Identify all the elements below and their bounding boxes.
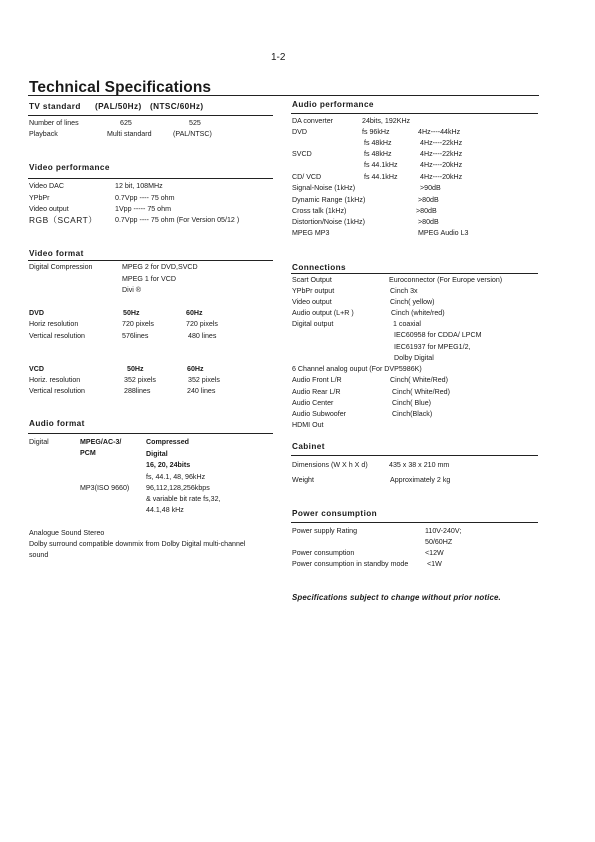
spec-value: Cinch 3x [390, 287, 418, 295]
spec-value: MPEG 1 for VCD [122, 275, 177, 283]
spec-value: Cinch (white/red) [391, 309, 445, 317]
spec-label: CD/ VCD [292, 173, 322, 181]
spec-label: Analogue Sound Stereo [29, 529, 105, 537]
section-rule [291, 113, 538, 114]
section-rule [28, 115, 273, 116]
spec-value: fs 44.1kHz [364, 161, 398, 169]
spec-label: Scart Output [292, 276, 332, 284]
spec-label: Playback [29, 130, 58, 138]
section-rule [291, 455, 538, 456]
spec-value: Cinch( White/Red) [392, 388, 450, 396]
spec-label: SVCD [292, 150, 312, 158]
spec-value: 96,112,128,256kbps [146, 484, 210, 492]
spec-label: MPEG MP3 [292, 229, 330, 237]
spec-value: <1W [427, 560, 442, 568]
power-heading: Power consumption [292, 509, 378, 518]
cabinet-heading: Cabinet [292, 442, 325, 451]
spec-value: 720 pixels [186, 320, 218, 328]
spec-value: fs 44.1kHz [364, 173, 398, 181]
spec-label: Video output [292, 298, 332, 306]
spec-label: YPbPr output [292, 287, 335, 295]
spec-value: Cinch(Black) [392, 410, 433, 418]
spec-value: IEC61937 for MPEG1/2, [394, 343, 471, 351]
spec-value: MPEG Audio L3 [418, 229, 469, 237]
vcd-col-50hz: 50Hz [127, 365, 144, 373]
spec-value: 44.1,48 kHz [146, 506, 184, 514]
spec-value: 720 pixels [122, 320, 154, 328]
spec-value: 625 [120, 119, 132, 127]
spec-label: Video DAC [29, 182, 64, 190]
spec-value: >80dB [418, 218, 439, 226]
section-rule [291, 273, 538, 274]
spec-label: Digital output [292, 320, 334, 328]
spec-value: 240 lines [187, 387, 216, 395]
spec-value: Cinch( yellow) [390, 298, 435, 306]
spec-label: Audio output (L+R ) [292, 309, 354, 317]
spec-label: Distortion/Noise (1kHz) [292, 218, 365, 226]
title-rule [28, 95, 539, 96]
vcd-label: VCD [29, 365, 44, 373]
video-format-heading: Video format [29, 249, 84, 258]
spec-value: 110V-240V; [425, 527, 462, 535]
spec-value: Approximately 2 kg [390, 476, 451, 484]
spec-label: Number of lines [29, 119, 79, 127]
spec-value: 4Hz----22kHz [420, 139, 463, 147]
spec-value: 24bits, 192KHz [362, 117, 411, 125]
spec-label: Digital [29, 438, 49, 446]
dvd-col-60hz: 60Hz [186, 309, 203, 317]
section-rule [28, 260, 273, 261]
dvd-col-50hz: 50Hz [123, 309, 140, 317]
spec-label: Vertical resolution [29, 387, 85, 395]
audio-performance-heading: Audio performance [292, 100, 374, 109]
tv-standard-heading-ntsc: (NTSC/60Hz) [150, 102, 204, 111]
spec-value: 576lines [122, 332, 149, 340]
spec-label: Horiz resolution [29, 320, 79, 328]
spec-value: >80dB [418, 196, 439, 204]
vcd-col-60hz: 60Hz [187, 365, 204, 373]
spec-value: Cinch( Blue) [392, 399, 432, 407]
spec-label: Dimensions (W X h X d) [292, 461, 368, 469]
spec-label: Power consumption [292, 549, 355, 557]
spec-label: Dynamic Range (1kHz) [292, 196, 366, 204]
spec-label: Vertical resolution [29, 332, 85, 340]
spec-value: 525 [189, 119, 201, 127]
spec-label: HDMI Out [292, 421, 324, 429]
tv-standard-heading: TV standard [29, 102, 81, 111]
spec-value: 480 lines [188, 332, 217, 340]
spec-value: fs 96kHz [362, 128, 390, 136]
spec-value: IEC60958 for CDDA/ LPCM [394, 331, 482, 339]
connections-heading: Connections [292, 263, 346, 272]
spec-value: >90dB [420, 184, 441, 192]
digital-sub-label: Digital [146, 450, 168, 458]
spec-value: 4Hz----20kHz [420, 161, 463, 169]
spec-value: 352 pixels [124, 376, 156, 384]
spec-label: Weight [292, 476, 314, 484]
dvd-label: DVD [29, 309, 44, 317]
section-rule [291, 522, 538, 523]
spec-label: Dolby surround compatible downmix from Dolby Digital multi-channel [29, 540, 246, 548]
spec-value: 50/60HZ [425, 538, 453, 546]
specifications-notice: Specifications subject to change without prior notice. [292, 593, 501, 602]
spec-value: fs, 44.1, 48, 96kHz [146, 473, 206, 481]
compressed-label: Compressed [146, 438, 189, 446]
spec-label: Audio Subwoofer [292, 410, 347, 418]
spec-label: DVD [292, 128, 307, 136]
spec-value: 4Hz----22kHz [420, 150, 463, 158]
spec-value: 4Hz----20kHz [420, 173, 463, 181]
section-rule [28, 178, 273, 179]
spec-value: 288lines [124, 387, 151, 395]
spec-value: (PAL/NTSC) [173, 130, 212, 138]
spec-value: Euroconnector (For Europe version) [389, 276, 503, 284]
spec-value: 435 x 38 x 210 mm [389, 461, 450, 469]
spec-value: 352 pixels [188, 376, 220, 384]
codec-line-2: PCM [80, 449, 96, 457]
spec-value: 0.7Vpp ---- 75 ohm [115, 194, 175, 202]
spec-value: 1 coaxial [393, 320, 421, 328]
spec-value: Dolby Digital [394, 354, 434, 362]
spec-label: Power supply Rating [292, 527, 358, 535]
spec-value: <12W [425, 549, 444, 557]
spec-value: MPEG 2 for DVD,SVCD [122, 263, 198, 271]
spec-label: Horiz. resolution [29, 376, 81, 384]
codec-line-1: MPEG/AC-3/ [80, 438, 122, 446]
spec-value: Cinch( White/Red) [390, 376, 448, 384]
spec-label: Audio Front L/R [292, 376, 342, 384]
spec-label: YPbPr [29, 194, 50, 202]
page-title: Technical Specifications [29, 79, 212, 96]
spec-value: 12 bit, 108MHz [115, 182, 163, 190]
section-rule [28, 433, 273, 434]
spec-label: Power consumption in standby mode [292, 560, 409, 568]
spec-value: fs 48kHz [364, 139, 392, 147]
spec-label: 6 Channel analog ouput (For DVP5986K) [292, 365, 422, 373]
spec-label: RGB（SCART） [29, 215, 98, 225]
spec-label: Video output [29, 205, 69, 213]
spec-value: Multi standard [107, 130, 152, 138]
spec-value: & variable bit rate fs,32, [146, 495, 221, 503]
tv-standard-heading-pal: (PAL/50Hz) [95, 102, 142, 111]
spec-label: sound [29, 551, 49, 559]
video-performance-heading: Video performance [29, 163, 110, 172]
spec-value: 1Vpp ----- 75 ohm [115, 205, 171, 213]
spec-label: DA converter [292, 117, 334, 125]
bits-label: 16, 20, 24bits [146, 461, 191, 469]
spec-value: fs 48kHz [364, 150, 392, 158]
page-number: 1-2 [271, 52, 286, 63]
spec-value: 4Hz----44kHz [418, 128, 461, 136]
audio-format-heading: Audio format [29, 419, 85, 428]
spec-value: 0.7Vpp ---- 75 ohm (For Version 05/12 ) [115, 216, 240, 224]
spec-label: Audio Center [292, 399, 334, 407]
spec-value: Divi ® [122, 286, 142, 294]
mp3-label: MP3(ISO 9660) [80, 484, 130, 492]
spec-label: Signal-Noise (1kHz) [292, 184, 356, 192]
spec-value: >80dB [416, 207, 437, 215]
spec-label: Audio Rear L/R [292, 388, 341, 396]
spec-label: Cross talk (1kHz) [292, 207, 347, 215]
spec-label: Digital Compression [29, 263, 93, 271]
